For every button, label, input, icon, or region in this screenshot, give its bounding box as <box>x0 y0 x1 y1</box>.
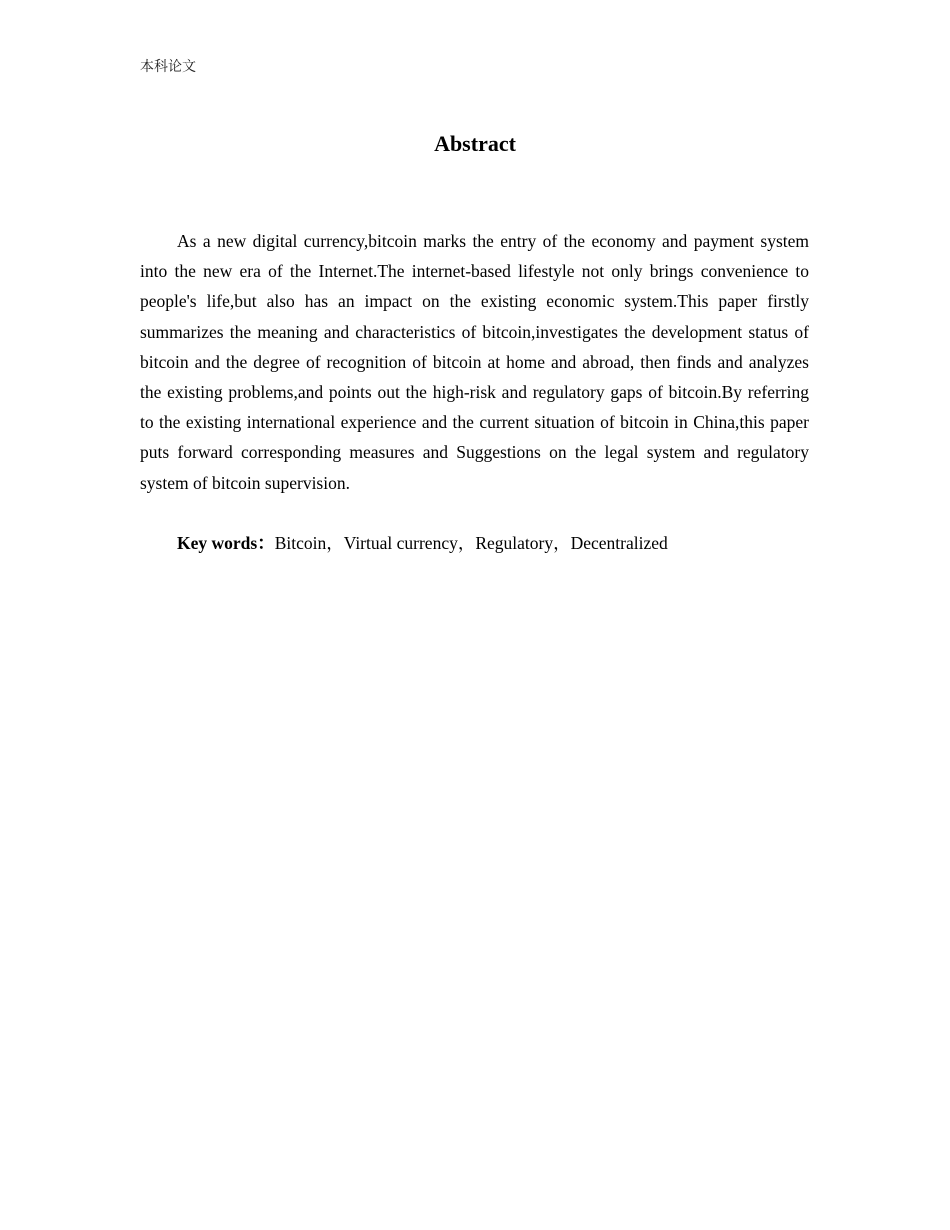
keywords-line <box>177 528 809 558</box>
keyword-separator: ， <box>457 533 476 553</box>
keyword-item: Bitcoin <box>274 533 327 553</box>
keyword-separator: ， <box>553 533 571 553</box>
keywords-label: Key words <box>177 533 258 553</box>
keyword-item: Decentralized <box>570 533 668 553</box>
keyword-item: Regulatory <box>475 533 554 553</box>
keyword-separator: ， <box>326 533 344 553</box>
abstract-body: As a new digital currency,bitcoin marks the entry of the economy and payment system into the new era of the Internet.The internet-based lifestyle not only brings convenience to people's life,but also has an impact on the existing economic system.This paper firstly summarizes the meaning and characteristics of bitcoin,investigates the development status of bitcoin and the degree of recognition of bitcoin at home and abroad, then finds and analyzes the existing problems,and points out the high-risk and regulatory gaps of bitcoin.By referring to the existing international experience and the current situation of bitcoin in China,this paper puts forward corresponding measures and Suggestions on the legal system and regulatory system of bitcoin supervision. <box>140 231 809 493</box>
running-header: 本科论文 <box>140 59 196 75</box>
keywords-label-separator: ： <box>257 533 275 553</box>
keyword-item: Virtual currency <box>343 533 458 553</box>
abstract-title: Abstract <box>434 131 516 156</box>
